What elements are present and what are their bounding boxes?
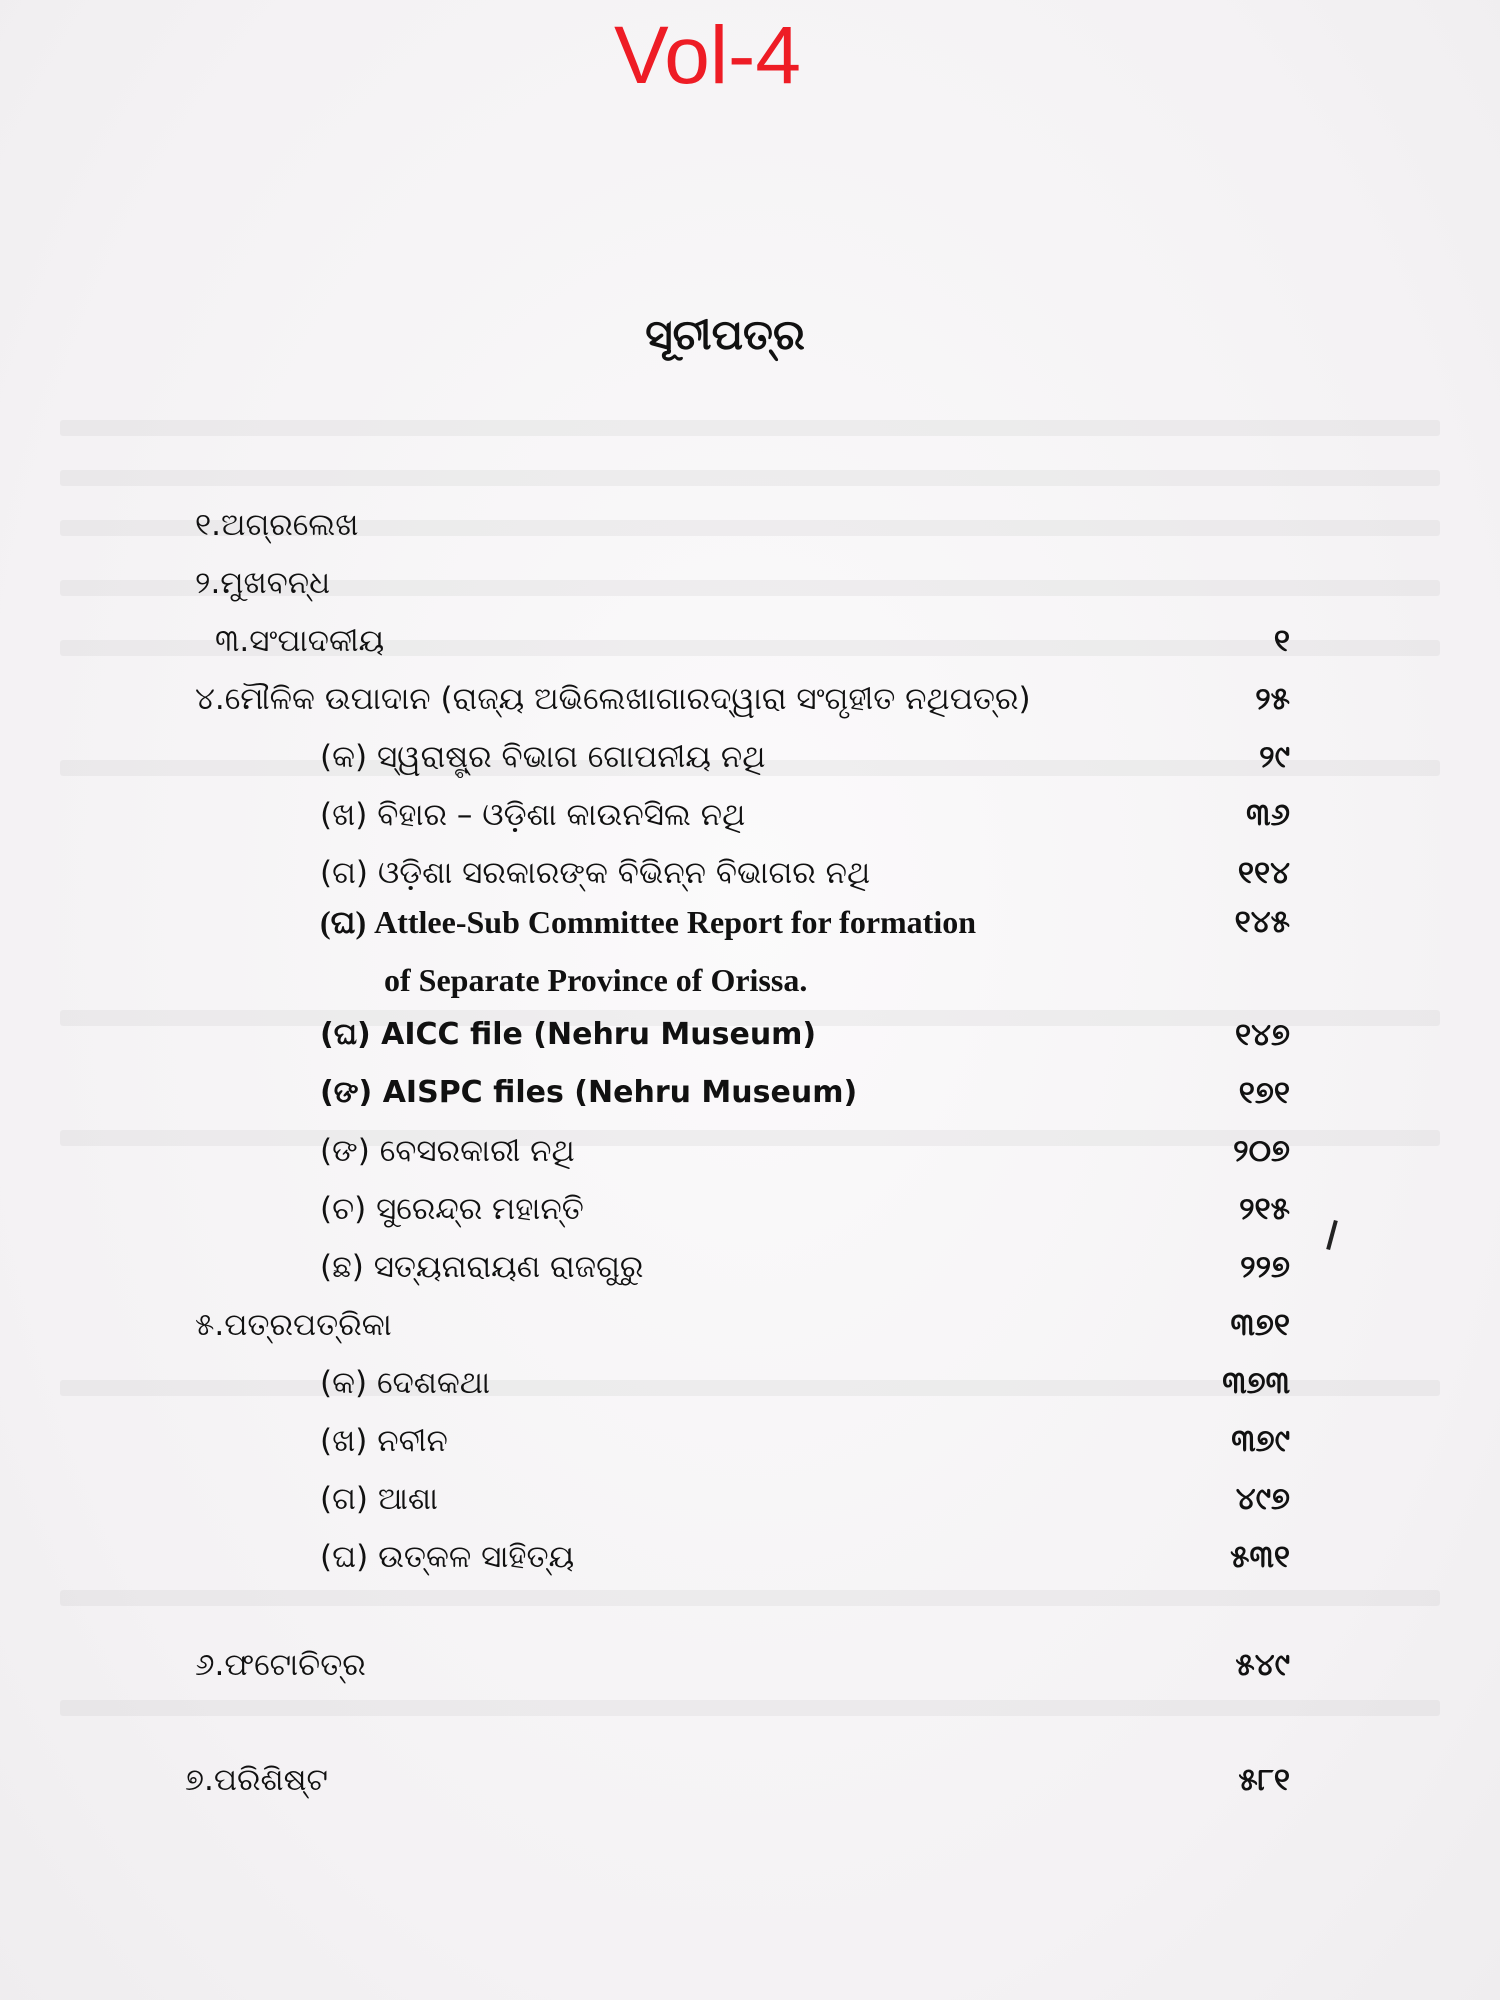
toc-entry-page: ୫୪୯ bbox=[1235, 1647, 1290, 1683]
toc-entry-label: ୭.ପରିଶିଷ୍ଟ bbox=[185, 1762, 328, 1798]
toc-entry-label: ୧.ଅଗ୍ରଲେଖ bbox=[195, 507, 359, 543]
show-through-line bbox=[60, 1590, 1440, 1606]
show-through-line bbox=[60, 1700, 1440, 1716]
toc-entry-page: ୫୩୧ bbox=[1230, 1539, 1290, 1575]
toc-entry-label: (କ) ସ୍ୱରାଷ୍ଟ୍ର ବିଭାଗ ଗୋପନୀୟ ନଥି bbox=[320, 739, 766, 775]
toc-entry-label: (ଘ) Attlee-Sub Committee Report for formation bbox=[320, 904, 977, 940]
toc-entry bbox=[0, 1242, 1500, 1292]
toc-entry-page: ୨୦୭ bbox=[1233, 1133, 1290, 1169]
toc-entry bbox=[0, 1068, 1500, 1118]
toc-entry-label: (ଘ) ଉତ୍କଳ ସାହିତ୍ୟ bbox=[320, 1539, 575, 1575]
toc-entry-page: ୨୫ bbox=[1255, 681, 1290, 717]
toc-entry bbox=[0, 897, 1500, 947]
toc-entry-label: (ଘ) AICC file (Nehru Museum) bbox=[320, 1017, 817, 1052]
toc-entry-label: ୬.ଫଟୋଚିତ୍ର bbox=[195, 1647, 366, 1683]
toc-entry bbox=[0, 1474, 1500, 1524]
toc-entry-label: ୫.ପତ୍ରପତ୍ରିକା bbox=[195, 1307, 392, 1343]
toc-entry-page: ୨୧୫ bbox=[1239, 1191, 1290, 1227]
toc-entry bbox=[0, 1184, 1500, 1234]
toc-entry bbox=[0, 1755, 1500, 1805]
toc-entry-label: (ଛ) ସତ୍ୟନାରାୟଣ ରାଜଗୁରୁ bbox=[320, 1249, 644, 1285]
toc-entry-label: (ଚ) ସୁରେନ୍ଦ୍ର ମହାନ୍ତି bbox=[320, 1191, 584, 1227]
toc-entry bbox=[0, 558, 1500, 608]
toc-entry-page: ୧୭୧ bbox=[1238, 1075, 1290, 1111]
toc-entry-page: ୩୭୯ bbox=[1231, 1423, 1290, 1459]
toc-entry bbox=[0, 1126, 1500, 1176]
toc-entry-label: (କ) ଦେଶକଥା bbox=[320, 1365, 491, 1401]
toc-entry-label: ୨.ମୁଖବନ୍ଧ bbox=[195, 565, 331, 601]
toc-entry-page: ୪୯୭ bbox=[1235, 1481, 1290, 1517]
toc-entry bbox=[0, 500, 1500, 550]
toc-entry-label-continued: of Separate Province of Orissa. bbox=[384, 962, 808, 998]
toc-entry-label: (ଖ) ବିହାର – ଓଡ଼ିଶା କାଉନସିଲ ନଥି bbox=[320, 797, 746, 833]
toc-entry-label: ୩.ସଂପାଦକୀୟ bbox=[215, 623, 385, 659]
toc-entry bbox=[0, 1010, 1500, 1060]
toc-entry-label: ୪.ମୌଳିକ ଉପାଦାନ (ରାଜ୍ୟ ଅଭିଲେଖାଗାରଦ୍ୱାରା ସଂଗୃହୀତ ନଥିପତ୍ର) bbox=[195, 681, 1031, 717]
toc-entry bbox=[0, 848, 1500, 898]
toc-entry-label: (ଙ) ବେସରକାରୀ ନଥି bbox=[320, 1133, 575, 1169]
toc-entry bbox=[0, 1358, 1500, 1408]
toc-entry-page: ୩୬ bbox=[1246, 797, 1290, 833]
page-title: ସୂଚୀପତ୍ର bbox=[645, 310, 805, 359]
toc-entry bbox=[0, 732, 1500, 782]
toc-entry-page: ୫୮୧ bbox=[1238, 1762, 1290, 1798]
toc-entry-label: (ଖ) ନବୀନ bbox=[320, 1423, 448, 1459]
toc-entry-page: ୩୭୩ bbox=[1222, 1365, 1290, 1401]
toc-entry bbox=[0, 1416, 1500, 1466]
toc-entry-page: ୧୪୫ bbox=[1234, 904, 1290, 940]
volume-label: Vol-4 bbox=[614, 10, 801, 101]
toc-entry-label: (ଗ) ଆଶା bbox=[320, 1481, 438, 1517]
toc-entry-page: ୧ bbox=[1273, 623, 1290, 659]
toc-entry bbox=[0, 616, 1500, 666]
toc-entry-label: (ଙ) AISPC files (Nehru Museum) bbox=[320, 1075, 858, 1110]
toc-entry bbox=[0, 674, 1500, 724]
toc-entry-page: ୧୪୭ bbox=[1235, 1017, 1290, 1053]
show-through-line bbox=[60, 420, 1440, 436]
toc-entry-page: ୧୧୪ bbox=[1237, 855, 1290, 891]
toc-entry-page: ୩୭୧ bbox=[1230, 1307, 1290, 1343]
toc-entry bbox=[0, 1532, 1500, 1582]
show-through-line bbox=[60, 470, 1440, 486]
toc-entry-page: ୨୯ bbox=[1259, 739, 1290, 775]
toc-entry bbox=[0, 790, 1500, 840]
toc-entry bbox=[0, 1300, 1500, 1350]
toc-entry-page: ୨୨୭ bbox=[1240, 1249, 1290, 1285]
toc-entry-label: (ଗ) ଓଡ଼ିଶା ସରକାରଙ୍କ ବିଭିନ୍ନ ବିଭାଗର ନଥି bbox=[320, 855, 871, 891]
toc-entry bbox=[0, 1640, 1500, 1690]
